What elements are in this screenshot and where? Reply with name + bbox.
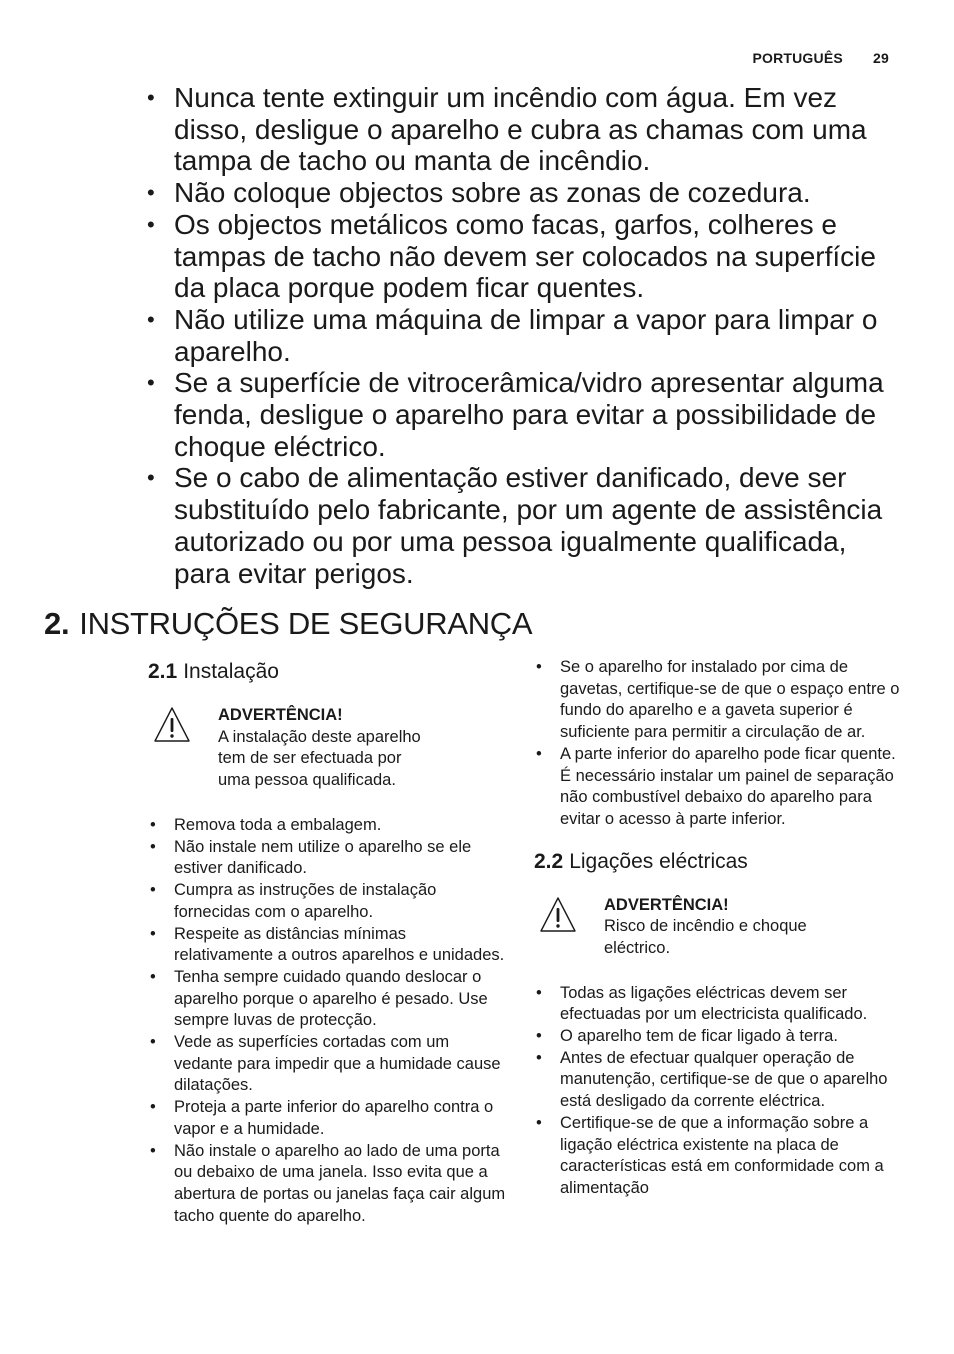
right-column (534, 657, 904, 1200)
list-item: • Não instale nem utilize o aparelho se ele estiver danificado. (148, 837, 508, 880)
electrical-warning (534, 895, 904, 983)
list-item: • Antes de efectuar qualquer operação de manutenção, certifique-se de que o aparelho está desligado da corrente eléctrica. (534, 1048, 904, 1113)
intro-bullet: • Não coloque objectos sobre as zonas de cozedura. (145, 177, 905, 209)
list-item: • Proteja a parte inferior do aparelho contra o vapor e a humidade. (148, 1097, 508, 1140)
language-label: PORTUGUÊS (752, 50, 843, 66)
warning-title: ADVERTÊNCIA! (218, 706, 343, 724)
list-item: • Todas as ligações eléctricas devem ser efectuadas por um electricista qualificado. (534, 983, 904, 1026)
intro-bullet: • Se a superfície de vitrocerâmica/vidro apresentar alguma fenda, desligue o aparelho para evitar a possibilidade de choque eléctrico. (145, 367, 905, 462)
warning-title: ADVERTÊNCIA! (604, 895, 729, 914)
electrical-bullet-list (534, 983, 904, 1200)
installation-heading (148, 657, 508, 687)
warning-triangle-icon (152, 705, 192, 745)
list-item: • Vede as superfícies cortadas com um vedante para impedir que a humidade cause dilatações. (148, 1032, 508, 1097)
installation-number: 2.1 (148, 660, 178, 683)
list-item: • Não instale o aparelho ao lado de uma porta ou debaixo de uma janela. Isso evita que a abertura de portas ou janelas faça cair algum tacho quente do aparelho. (148, 1141, 508, 1228)
section-heading (44, 604, 532, 644)
list-item: • Tenha sempre cuidado quando deslocar o aparelho porque o aparelho é pesado. Use sempre luvas de protecção. (148, 967, 508, 1032)
left-column (148, 657, 508, 1227)
electrical-title: Ligações eléctricas (569, 849, 748, 873)
intro-bullet: • Se o cabo de alimentação estiver danificado, deve ser substituído pelo fabricante, por um agente de assistência autorizado ou por uma pessoa igualmente qualificada, para evitar perigos. (145, 462, 905, 589)
installation-bullet-list (148, 815, 508, 1227)
list-item: • O aparelho tem de ficar ligado à terra. (534, 1026, 904, 1048)
list-item: • Se o aparelho for instalado por cima de gavetas, certifique-se de que o espaço entre o fundo do aparelho e a gaveta superior é suficiente para permitir a circulação de ar. (534, 657, 904, 744)
warning-line: A instalação deste aparelho (218, 727, 421, 746)
list-item: • Cumpra as instruções de instalação fornecidas com o aparelho. (148, 880, 508, 923)
list-item: • Certifique-se de que a informação sobre a ligação eléctrica existente na placa de características está em conformidade com a alimentação (534, 1113, 904, 1200)
warning-triangle-icon (538, 895, 578, 935)
list-item: • Respeite as distâncias mínimas relativamente a outros aparelhos e unidades. (148, 924, 508, 967)
list-item: • Remova toda a embalagem. (148, 815, 508, 837)
intro-bullet-list (145, 82, 905, 589)
installation-title: Instalação (183, 660, 279, 683)
page-number: 29 (873, 50, 889, 66)
intro-bullet: • Nunca tente extinguir um incêndio com água. Em vez disso, desligue o aparelho e cubra as chamas com uma tampa de tacho ou manta de incêndio. (145, 82, 905, 177)
warning-line: uma pessoa qualificada. (218, 771, 396, 790)
electrical-heading (534, 847, 904, 877)
warning-text (218, 705, 421, 792)
page-header (752, 50, 889, 66)
warning-line: tem de ser efectuada por (218, 749, 402, 768)
list-item: • A parte inferior do aparelho pode ficar quente. É necessário instalar um painel de separação não combustível debaixo do aparelho para evitar o acesso à parte inferior. (534, 744, 904, 831)
installation-warning (148, 705, 508, 815)
section-number: 2. (44, 606, 70, 641)
warning-text (604, 895, 807, 960)
electrical-number: 2.2 (534, 849, 564, 873)
warning-line: Risco de incêndio e choque (604, 917, 807, 936)
section-title: INSTRUÇÕES DE SEGURANÇA (79, 606, 533, 641)
intro-bullet: • Os objectos metálicos como facas, garfos, colheres e tampas de tacho não devem ser colocados na superfície da placa porque podem ficar quentes. (145, 209, 905, 304)
installation-bullet-list-continued (534, 657, 904, 831)
intro-bullet: • Não utilize uma máquina de limpar a vapor para limpar o aparelho. (145, 304, 905, 367)
warning-line: eléctrico. (604, 939, 671, 958)
